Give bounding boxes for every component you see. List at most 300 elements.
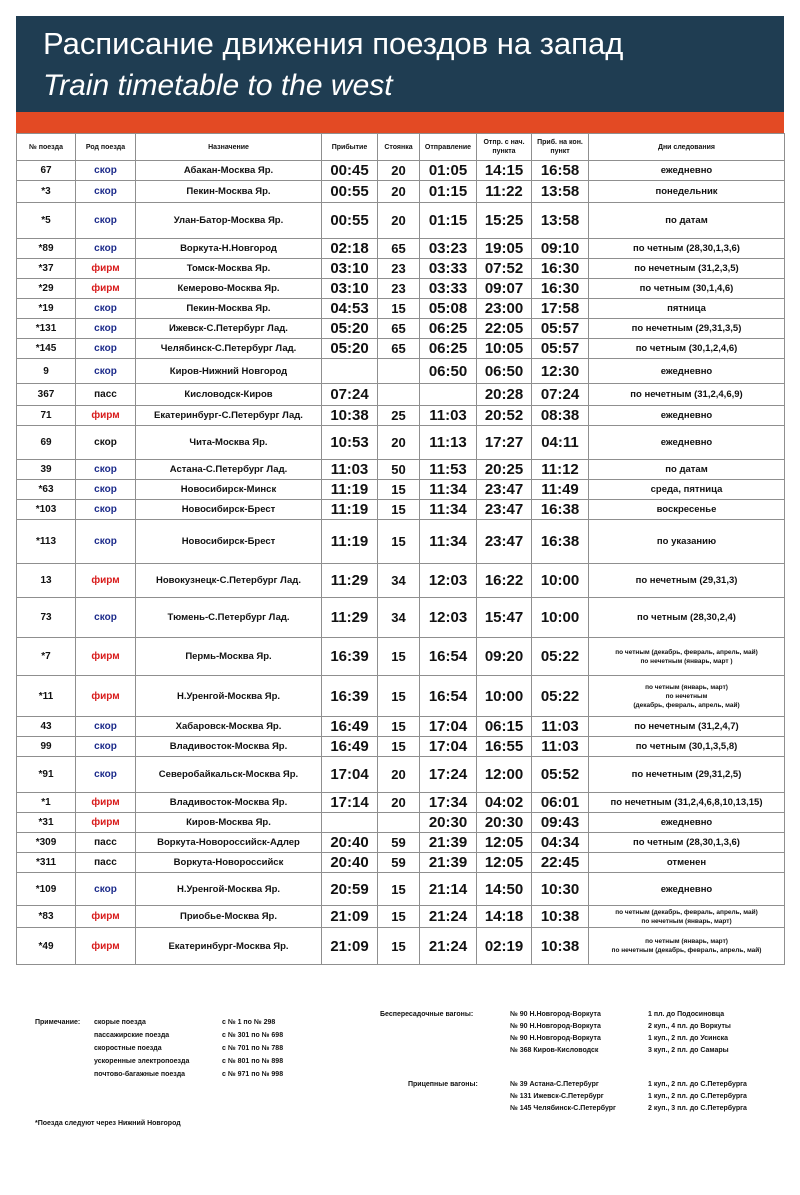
through-car-cars: 1 пл. до Подосиновца xyxy=(648,1011,725,1018)
table-row xyxy=(17,638,785,676)
start-departure-cell: 14:15 xyxy=(477,161,532,181)
start-departure-cell: 06:15 xyxy=(477,717,532,737)
start-departure-cell: 20:28 xyxy=(477,384,532,406)
arrival-cell: 05:20 xyxy=(322,339,378,359)
start-departure-cell: 23:47 xyxy=(477,500,532,520)
end-arrival-cell: 05:52 xyxy=(532,757,589,793)
train-kind-cell: скор xyxy=(76,460,136,480)
through-car-train: № 368 Киров-Кисловодск xyxy=(510,1047,599,1054)
departure-cell: 21:24 xyxy=(420,906,477,928)
departure-cell: 01:15 xyxy=(420,181,477,203)
arrival-cell: 20:59 xyxy=(322,873,378,906)
table-row xyxy=(17,279,785,299)
stop-cell: 15 xyxy=(378,520,420,564)
col-train-kind: Род поезда xyxy=(76,134,136,161)
train-number-cell: 73 xyxy=(17,598,76,638)
destination-cell: Хабаровск-Москва Яр. xyxy=(136,717,322,737)
end-arrival-cell: 10:38 xyxy=(532,928,589,965)
train-number-cell: *113 xyxy=(17,520,76,564)
train-kind-cell: фирм xyxy=(76,813,136,833)
train-number-cell: *3 xyxy=(17,181,76,203)
days-cell: ежедневно xyxy=(589,359,785,384)
train-kind-cell: пасс xyxy=(76,853,136,873)
days-cell: по четным (28,30,1,3,6) xyxy=(589,239,785,259)
end-arrival-cell: 10:30 xyxy=(532,873,589,906)
departure-cell: 03:23 xyxy=(420,239,477,259)
destination-cell: Ижевск-С.Петербург Лад. xyxy=(136,319,322,339)
departure-cell: 06:50 xyxy=(420,359,477,384)
start-departure-cell: 02:19 xyxy=(477,928,532,965)
end-arrival-cell: 22:45 xyxy=(532,853,589,873)
departure-cell: 17:04 xyxy=(420,737,477,757)
stop-cell: 20 xyxy=(378,757,420,793)
table-row xyxy=(17,833,785,853)
departure-cell: 05:08 xyxy=(420,299,477,319)
destination-cell: Чита-Москва Яр. xyxy=(136,426,322,460)
departure-cell: 17:24 xyxy=(420,757,477,793)
end-arrival-cell: 08:38 xyxy=(532,406,589,426)
destination-cell: Приобье-Москва Яр. xyxy=(136,906,322,928)
end-arrival-cell: 05:22 xyxy=(532,676,589,717)
days-cell: по датам xyxy=(589,203,785,239)
days-cell: по четным (30,1,4,6) xyxy=(589,279,785,299)
stop-cell: 15 xyxy=(378,638,420,676)
start-departure-cell: 10:00 xyxy=(477,676,532,717)
train-number-cell: *7 xyxy=(17,638,76,676)
arrival-cell: 17:14 xyxy=(322,793,378,813)
table-row xyxy=(17,406,785,426)
days-cell: по нечетным (31,2,4,7) xyxy=(589,717,785,737)
start-departure-cell: 09:20 xyxy=(477,638,532,676)
days-cell: ежедневно xyxy=(589,161,785,181)
days-cell: ежедневно xyxy=(589,873,785,906)
destination-cell: Владивосток-Москва Яр. xyxy=(136,737,322,757)
table-row xyxy=(17,564,785,598)
destination-cell: Новосибирск-Брест xyxy=(136,520,322,564)
through-car-train: № 90 Н.Новгород-Воркута xyxy=(510,1035,601,1042)
arrival-cell: 11:19 xyxy=(322,480,378,500)
destination-cell: Воркута-Н.Новгород xyxy=(136,239,322,259)
table-row xyxy=(17,598,785,638)
col-destination: Назначение xyxy=(136,134,322,161)
days-cell: по нечетным (29,31,3) xyxy=(589,564,785,598)
departure-cell: 11:13 xyxy=(420,426,477,460)
stop-cell: 25 xyxy=(378,406,420,426)
start-departure-cell: 07:52 xyxy=(477,259,532,279)
days-cell: понедельник xyxy=(589,181,785,203)
train-kind-cell: скор xyxy=(76,480,136,500)
through-car-cars: 3 куп., 2 пл. до Самары xyxy=(648,1047,729,1054)
stop-cell: 15 xyxy=(378,737,420,757)
train-kind-cell: скор xyxy=(76,359,136,384)
arrival-cell: 11:29 xyxy=(322,598,378,638)
arrival-cell: 17:04 xyxy=(322,757,378,793)
through-car-cars: 1 куп., 2 пл. до Усинска xyxy=(648,1035,728,1042)
title-english: Train timetable to the west xyxy=(43,69,393,102)
destination-cell: Екатеринбург-Москва Яр. xyxy=(136,928,322,965)
days-cell: пятница xyxy=(589,299,785,319)
table-row xyxy=(17,339,785,359)
stop-cell: 23 xyxy=(378,259,420,279)
table-row xyxy=(17,853,785,873)
arrival-cell: 00:55 xyxy=(322,203,378,239)
arrival-cell: 00:45 xyxy=(322,161,378,181)
stop-cell: 15 xyxy=(378,480,420,500)
note-name: скорые поезда xyxy=(94,1019,146,1026)
train-kind-cell: фирм xyxy=(76,906,136,928)
end-arrival-cell: 05:57 xyxy=(532,339,589,359)
destination-cell: Кемерово-Москва Яр. xyxy=(136,279,322,299)
train-kind-cell: фирм xyxy=(76,259,136,279)
stop-cell: 15 xyxy=(378,873,420,906)
destination-cell: Воркута-Новороссийск-Адлер xyxy=(136,833,322,853)
arrival-cell: 07:24 xyxy=(322,384,378,406)
arrival-cell: 20:40 xyxy=(322,853,378,873)
departure-cell: 01:15 xyxy=(420,203,477,239)
stop-cell: 15 xyxy=(378,299,420,319)
end-arrival-cell: 11:03 xyxy=(532,717,589,737)
train-number-cell: 13 xyxy=(17,564,76,598)
days-cell: по четным (декабрь, февраль, апрель, май) по нечетным (январь, март) xyxy=(589,906,785,928)
header-banner xyxy=(16,16,784,112)
trailer-car-cars: 1 куп., 2 пл. до С.Петербурга xyxy=(648,1081,747,1088)
table-row xyxy=(17,299,785,319)
arrival-cell: 16:49 xyxy=(322,717,378,737)
end-arrival-cell: 10:00 xyxy=(532,598,589,638)
stop-cell: 59 xyxy=(378,833,420,853)
destination-cell: Новосибирск-Брест xyxy=(136,500,322,520)
departure-cell: 16:54 xyxy=(420,638,477,676)
stop-cell: 50 xyxy=(378,460,420,480)
table-row xyxy=(17,813,785,833)
arrival-cell xyxy=(322,813,378,833)
departure-cell: 06:25 xyxy=(420,319,477,339)
train-number-cell: *91 xyxy=(17,757,76,793)
departure-cell: 11:34 xyxy=(420,480,477,500)
train-number-cell: *145 xyxy=(17,339,76,359)
through-car-cars: 2 куп., 4 пл. до Воркуты xyxy=(648,1023,731,1030)
note-range: с № 301 по № 698 xyxy=(222,1032,284,1039)
stop-cell: 65 xyxy=(378,319,420,339)
train-number-cell: *109 xyxy=(17,873,76,906)
start-departure-cell: 22:05 xyxy=(477,319,532,339)
departure-cell: 01:05 xyxy=(420,161,477,181)
start-departure-cell: 12:05 xyxy=(477,833,532,853)
col-days: Дни следования xyxy=(589,134,785,161)
departure-cell: 21:39 xyxy=(420,833,477,853)
stop-cell: 34 xyxy=(378,564,420,598)
start-departure-cell: 16:55 xyxy=(477,737,532,757)
days-cell: по нечетным (31,2,4,6,8,10,13,15) xyxy=(589,793,785,813)
end-arrival-cell: 09:10 xyxy=(532,239,589,259)
start-departure-cell: 06:50 xyxy=(477,359,532,384)
arrival-cell: 05:20 xyxy=(322,319,378,339)
destination-cell: Челябинск-С.Петербург Лад. xyxy=(136,339,322,359)
trailer-car-cars: 2 куп., 3 пл. до С.Петербурга xyxy=(648,1105,747,1112)
stop-cell: 23 xyxy=(378,279,420,299)
train-kind-cell: фирм xyxy=(76,676,136,717)
col-start-departure: Отпр. с нач. пункта xyxy=(477,134,532,161)
days-cell: по четным (декабрь, февраль, апрель, май) по нечетным (январь, март ) xyxy=(589,638,785,676)
train-kind-cell: фирм xyxy=(76,793,136,813)
days-cell: по нечетным (31,2,3,5) xyxy=(589,259,785,279)
days-cell: отменен xyxy=(589,853,785,873)
end-arrival-cell: 16:30 xyxy=(532,279,589,299)
arrival-cell: 11:29 xyxy=(322,564,378,598)
end-arrival-cell: 16:38 xyxy=(532,500,589,520)
train-kind-cell: скор xyxy=(76,181,136,203)
train-kind-cell: пасс xyxy=(76,384,136,406)
train-number-cell: *63 xyxy=(17,480,76,500)
arrival-cell: 21:09 xyxy=(322,928,378,965)
start-departure-cell: 14:18 xyxy=(477,906,532,928)
table-row xyxy=(17,384,785,406)
stop-cell: 15 xyxy=(378,906,420,928)
arrival-cell: 16:49 xyxy=(322,737,378,757)
destination-cell: Пермь-Москва Яр. xyxy=(136,638,322,676)
days-cell: по датам xyxy=(589,460,785,480)
arrival-cell: 03:10 xyxy=(322,279,378,299)
train-number-cell: *83 xyxy=(17,906,76,928)
days-cell: по четным (январь, март) по нечетным (декабрь, февраль, апрель, май) xyxy=(589,676,785,717)
departure-cell: 17:04 xyxy=(420,717,477,737)
train-kind-cell: скор xyxy=(76,598,136,638)
arrival-cell: 00:55 xyxy=(322,181,378,203)
arrival-cell: 02:18 xyxy=(322,239,378,259)
days-cell: по указанию xyxy=(589,520,785,564)
train-kind-cell: скор xyxy=(76,717,136,737)
departure-cell: 16:54 xyxy=(420,676,477,717)
arrival-cell: 03:10 xyxy=(322,259,378,279)
notes-label: Примечание: xyxy=(35,1019,81,1026)
start-departure-cell: 04:02 xyxy=(477,793,532,813)
destination-cell: Н.Уренгой-Москва Яр. xyxy=(136,873,322,906)
destination-cell: Пекин-Москва Яр. xyxy=(136,181,322,203)
stop-cell: 15 xyxy=(378,676,420,717)
train-number-cell: *1 xyxy=(17,793,76,813)
destination-cell: Северобайкальск-Москва Яр. xyxy=(136,757,322,793)
departure-cell: 11:34 xyxy=(420,500,477,520)
arrival-cell: 11:19 xyxy=(322,500,378,520)
arrival-cell xyxy=(322,359,378,384)
table-row xyxy=(17,906,785,928)
departure-cell: 20:30 xyxy=(420,813,477,833)
table-row xyxy=(17,928,785,965)
departure-cell: 03:33 xyxy=(420,259,477,279)
departure-cell: 03:33 xyxy=(420,279,477,299)
end-arrival-cell: 04:11 xyxy=(532,426,589,460)
note-range: с № 1 по № 298 xyxy=(222,1019,276,1026)
stop-cell xyxy=(378,384,420,406)
train-kind-cell: фирм xyxy=(76,279,136,299)
train-number-cell: *31 xyxy=(17,813,76,833)
train-kind-cell: скор xyxy=(76,161,136,181)
table-row xyxy=(17,757,785,793)
days-cell: по четным (30,1,2,4,6) xyxy=(589,339,785,359)
table-row xyxy=(17,203,785,239)
train-kind-cell: скор xyxy=(76,299,136,319)
days-cell: по нечетным (31,2,4,6,9) xyxy=(589,384,785,406)
stop-cell: 65 xyxy=(378,339,420,359)
col-train-number: № поезда xyxy=(17,134,76,161)
days-cell: по четным (30,1,3,5,8) xyxy=(589,737,785,757)
train-kind-cell: скор xyxy=(76,500,136,520)
departure-cell: 11:34 xyxy=(420,520,477,564)
note-range: с № 971 по № 998 xyxy=(222,1071,284,1078)
end-arrival-cell: 12:30 xyxy=(532,359,589,384)
arrival-cell: 04:53 xyxy=(322,299,378,319)
stop-cell xyxy=(378,359,420,384)
note-name: пассажирские поезда xyxy=(94,1032,170,1039)
destination-cell: Новосибирск-Минск xyxy=(136,480,322,500)
destination-cell: Астана-С.Петербург Лад. xyxy=(136,460,322,480)
arrival-cell: 11:19 xyxy=(322,520,378,564)
through-cars-label: Беспересадочные вагоны: xyxy=(380,1011,474,1018)
start-departure-cell: 20:25 xyxy=(477,460,532,480)
start-departure-cell: 20:30 xyxy=(477,813,532,833)
table-row xyxy=(17,460,785,480)
stop-cell xyxy=(378,813,420,833)
stop-cell: 20 xyxy=(378,181,420,203)
start-departure-cell: 20:52 xyxy=(477,406,532,426)
table-row xyxy=(17,500,785,520)
train-kind-cell: скор xyxy=(76,203,136,239)
destination-cell: Абакан-Москва Яр. xyxy=(136,161,322,181)
timetable-body xyxy=(17,161,785,965)
start-departure-cell: 15:47 xyxy=(477,598,532,638)
start-departure-cell: 10:05 xyxy=(477,339,532,359)
end-arrival-cell: 16:30 xyxy=(532,259,589,279)
destination-cell: Пекин-Москва Яр. xyxy=(136,299,322,319)
table-row xyxy=(17,676,785,717)
stop-cell: 59 xyxy=(378,853,420,873)
end-arrival-cell: 05:22 xyxy=(532,638,589,676)
col-end-arrival: Приб. на кон. пункт xyxy=(532,134,589,161)
stop-cell: 15 xyxy=(378,717,420,737)
stop-cell: 20 xyxy=(378,161,420,181)
arrival-cell: 11:03 xyxy=(322,460,378,480)
departure-cell: 21:14 xyxy=(420,873,477,906)
days-cell: ежедневно xyxy=(589,406,785,426)
stop-cell: 20 xyxy=(378,203,420,239)
departure-cell: 12:03 xyxy=(420,564,477,598)
train-number-cell: 39 xyxy=(17,460,76,480)
destination-cell: Киров-Нижний Новгород xyxy=(136,359,322,384)
train-number-cell: 69 xyxy=(17,426,76,460)
start-departure-cell: 14:50 xyxy=(477,873,532,906)
col-departure: Отправление xyxy=(420,134,477,161)
note-name: ускоренные электропоезда xyxy=(94,1058,190,1065)
departure-cell: 21:24 xyxy=(420,928,477,965)
days-cell: по четным (28,30,1,3,6) xyxy=(589,833,785,853)
train-number-cell: *49 xyxy=(17,928,76,965)
destination-cell: Тюмень-С.Петербург Лад. xyxy=(136,598,322,638)
trailer-car-train: № 131 Ижевск-С.Петербург xyxy=(510,1093,604,1100)
departure-cell: 21:39 xyxy=(420,853,477,873)
arrival-cell: 10:38 xyxy=(322,406,378,426)
note-range: с № 701 по № 788 xyxy=(222,1045,284,1052)
start-departure-cell: 19:05 xyxy=(477,239,532,259)
train-number-cell: *103 xyxy=(17,500,76,520)
days-cell: по четным (январь, март) по нечетным (декабрь, февраль, апрель, май) xyxy=(589,928,785,965)
start-departure-cell: 23:00 xyxy=(477,299,532,319)
table-row xyxy=(17,161,785,181)
destination-cell: Новокузнецк-С.Петербург Лад. xyxy=(136,564,322,598)
departure-cell: 11:03 xyxy=(420,406,477,426)
start-departure-cell: 16:22 xyxy=(477,564,532,598)
end-arrival-cell: 04:34 xyxy=(532,833,589,853)
stop-cell: 20 xyxy=(378,793,420,813)
train-kind-cell: скор xyxy=(76,757,136,793)
train-kind-cell: скор xyxy=(76,339,136,359)
days-cell: ежедневно xyxy=(589,426,785,460)
start-departure-cell: 12:05 xyxy=(477,853,532,873)
table-row xyxy=(17,259,785,279)
train-number-cell: 367 xyxy=(17,384,76,406)
trailer-cars-label: Прицепные вагоны: xyxy=(408,1081,478,1088)
start-departure-cell: 23:47 xyxy=(477,480,532,500)
end-arrival-cell: 11:12 xyxy=(532,460,589,480)
train-number-cell: *5 xyxy=(17,203,76,239)
departure-cell: 17:34 xyxy=(420,793,477,813)
table-row xyxy=(17,181,785,203)
days-cell: по нечетным (29,31,3,5) xyxy=(589,319,785,339)
train-kind-cell: скор xyxy=(76,873,136,906)
start-departure-cell: 11:22 xyxy=(477,181,532,203)
train-number-cell: *89 xyxy=(17,239,76,259)
table-row xyxy=(17,717,785,737)
train-kind-cell: скор xyxy=(76,426,136,460)
departure-cell: 06:25 xyxy=(420,339,477,359)
trailer-car-cars: 1 куп., 2 пл. до С.Петербурга xyxy=(648,1093,747,1100)
footnote: *Поезда следуют через Нижний Новгород xyxy=(35,1120,181,1127)
destination-cell: Воркута-Новороссийск xyxy=(136,853,322,873)
col-arrival: Прибытие xyxy=(322,134,378,161)
arrival-cell: 20:40 xyxy=(322,833,378,853)
end-arrival-cell: 13:58 xyxy=(532,181,589,203)
train-kind-cell: скор xyxy=(76,319,136,339)
train-number-cell: 9 xyxy=(17,359,76,384)
stop-cell: 15 xyxy=(378,500,420,520)
train-kind-cell: фирм xyxy=(76,638,136,676)
trailer-car-train: № 145 Челябинск-С.Петербург xyxy=(510,1105,616,1112)
train-number-cell: 99 xyxy=(17,737,76,757)
days-cell: воскресенье xyxy=(589,500,785,520)
end-arrival-cell: 10:00 xyxy=(532,564,589,598)
end-arrival-cell: 07:24 xyxy=(532,384,589,406)
train-number-cell: *37 xyxy=(17,259,76,279)
train-kind-cell: фирм xyxy=(76,928,136,965)
col-stop: Стоянка xyxy=(378,134,420,161)
table-row xyxy=(17,319,785,339)
destination-cell: Улан-Батор-Москва Яр. xyxy=(136,203,322,239)
title-russian: Расписание движения поездов на запад xyxy=(43,26,624,61)
train-number-cell: *11 xyxy=(17,676,76,717)
departure-cell: 12:03 xyxy=(420,598,477,638)
note-name: скоростные поезда xyxy=(94,1045,162,1052)
arrival-cell: 10:53 xyxy=(322,426,378,460)
table-row xyxy=(17,359,785,384)
train-kind-cell: скор xyxy=(76,239,136,259)
end-arrival-cell: 17:58 xyxy=(532,299,589,319)
start-departure-cell: 17:27 xyxy=(477,426,532,460)
train-number-cell: *29 xyxy=(17,279,76,299)
accent-stripe xyxy=(16,112,784,133)
end-arrival-cell: 09:43 xyxy=(532,813,589,833)
stop-cell: 15 xyxy=(378,928,420,965)
stop-cell: 65 xyxy=(378,239,420,259)
train-number-cell: *131 xyxy=(17,319,76,339)
